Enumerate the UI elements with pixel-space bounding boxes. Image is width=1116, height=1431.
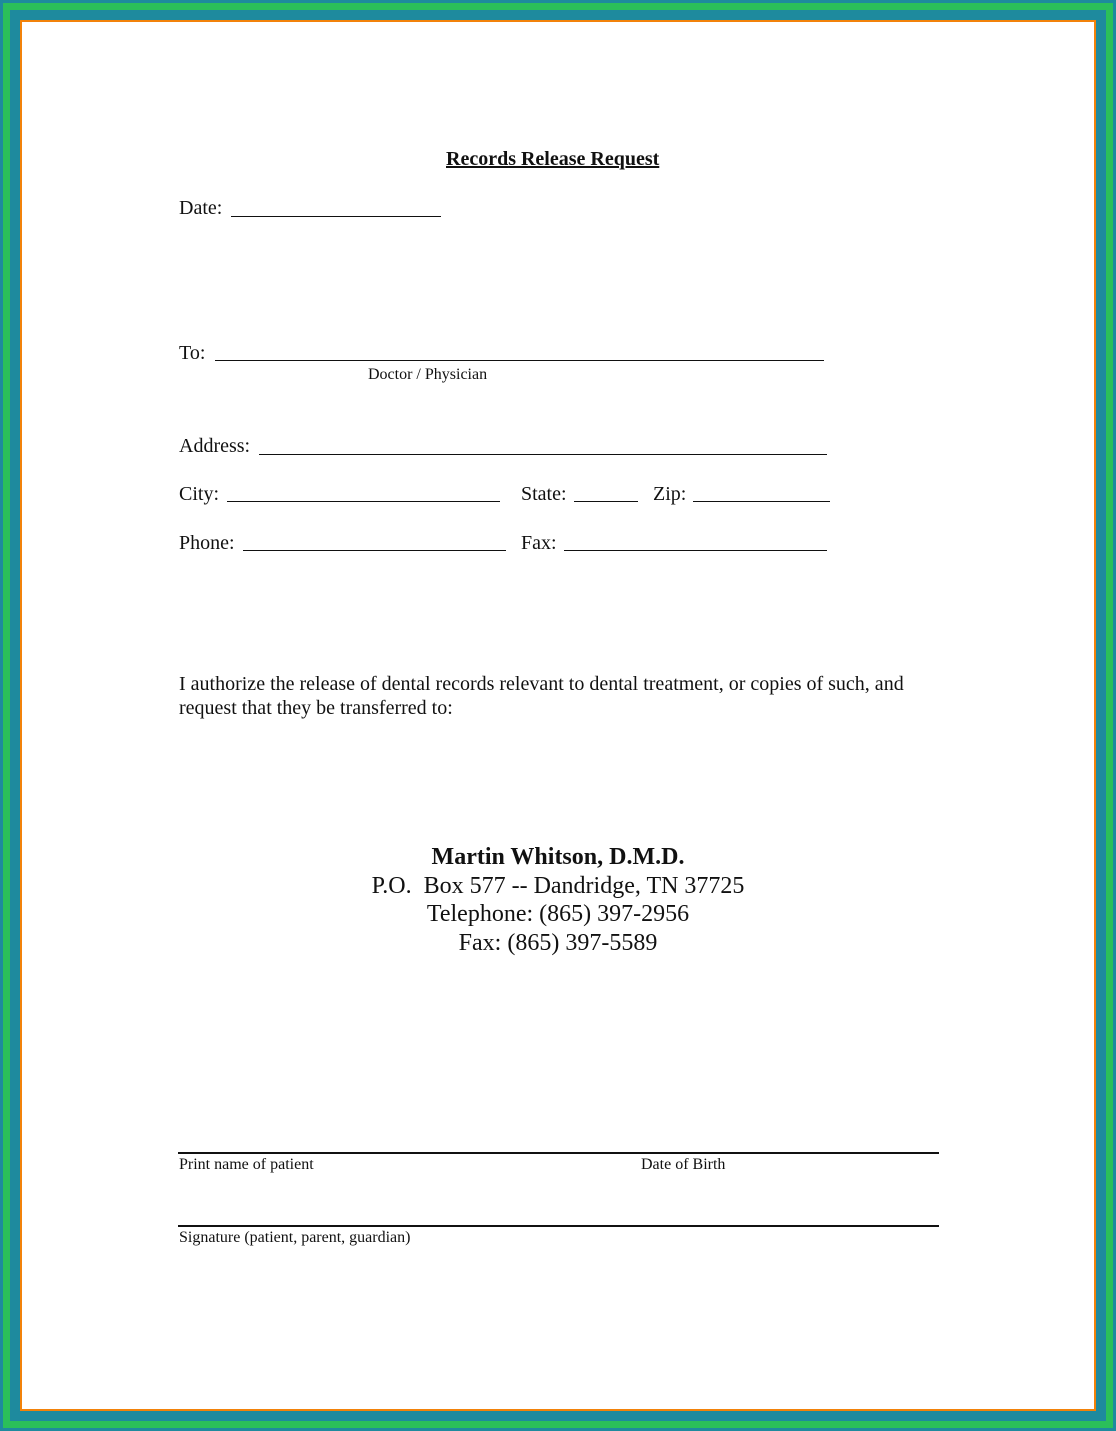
signature-line[interactable]: [178, 1225, 939, 1227]
state-label: State:: [521, 483, 567, 505]
fax-label: Fax:: [521, 532, 557, 554]
to-label: To:: [179, 342, 206, 364]
authorization-text: I authorize the release of dental records relevant to dental treatment, or copies of such, and request that they be transferred to:: [179, 673, 904, 719]
phone-field[interactable]: [243, 550, 506, 551]
to-field[interactable]: [215, 360, 824, 361]
zip-label: Zip:: [653, 483, 687, 505]
recipient-name: Martin Whitson, D.M.D.: [431, 844, 685, 870]
signature-label: Signature (patient, parent, guardian): [179, 1229, 411, 1246]
phone-label: Phone:: [179, 532, 235, 554]
print-name-line[interactable]: [178, 1152, 939, 1154]
address-field[interactable]: [259, 454, 827, 455]
recipient-address: P.O. Box 577 -- Dandridge, TN 37725: [371, 872, 745, 899]
state-field[interactable]: [574, 501, 638, 502]
address-label: Address:: [179, 435, 251, 457]
dob-label: Date of Birth: [641, 1156, 726, 1173]
fax-field[interactable]: [564, 550, 827, 551]
city-field[interactable]: [227, 501, 500, 502]
city-label: City:: [179, 483, 220, 505]
print-name-label: Print name of patient: [179, 1156, 314, 1173]
to-caption: Doctor / Physician: [368, 366, 488, 383]
recipient-telephone: Telephone: (865) 397-2956: [426, 901, 690, 927]
date-field[interactable]: [231, 216, 441, 217]
date-label: Date:: [179, 197, 223, 219]
recipient-fax: Fax: (865) 397-5589: [458, 929, 658, 956]
form-title: Records Release Request: [446, 148, 660, 170]
recipient-block: [258, 843, 858, 957]
zip-field[interactable]: [693, 501, 830, 502]
